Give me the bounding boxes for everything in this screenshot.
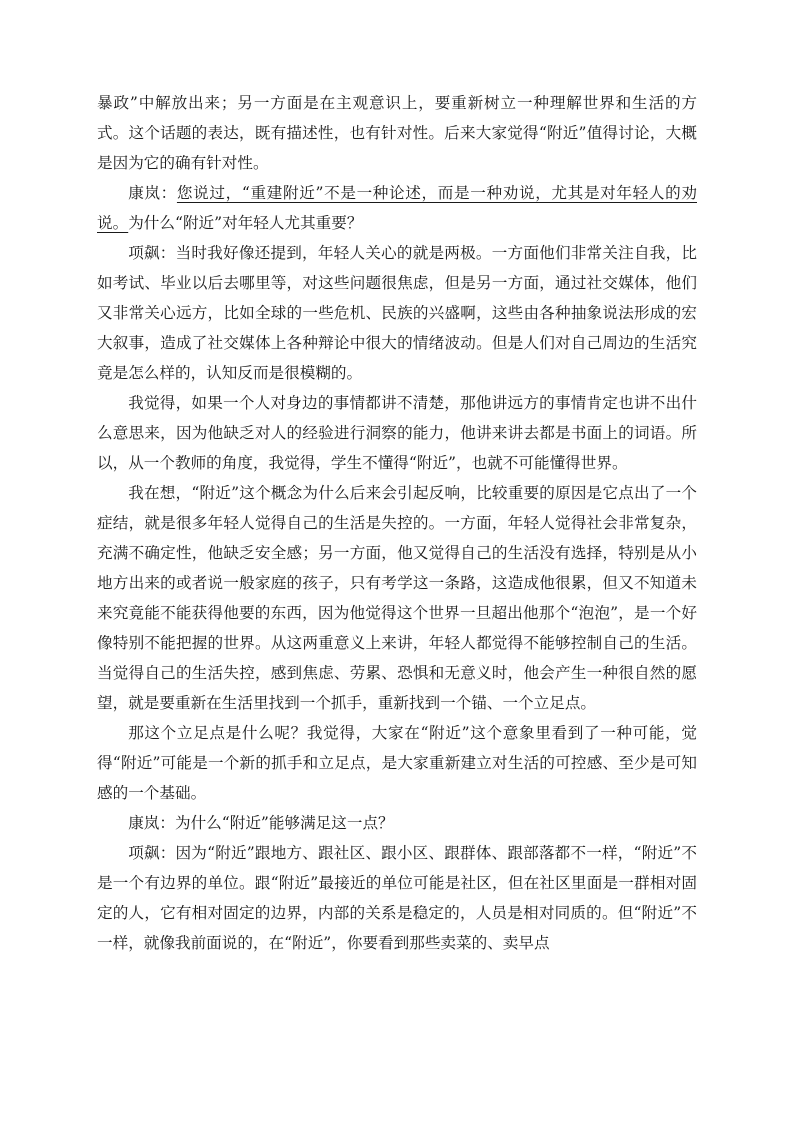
article-body <box>97 88 697 958</box>
paragraph <box>97 178 697 238</box>
text-segment: 我在想，“附近”这个概念为什么后来会引起反响，比较重要的原因是它点出了一个症结，就是很多年轻人觉得自己的生活是失控的。一方面，年轻人觉得社会非常复杂，充满不确定性，他缺乏安全感；另一方面，他又觉得自己的生活没有选择，特别是从小地方出来的或者说一般家庭的孩子，只有考学这一条路，这造成他很累，但又不知道未来究竟能不能获得他要的东西，因为他觉得这个世界一旦超出他那个“泡泡”，是一个好像特别不能把握的世界。从这两重意义上来讲，年轻人都觉得不能够控制自己的生活。当觉得自己的生活失控，感到焦虑、劳累、恐惧和无意义时，他会产生一种很自然的愿望，就是要重新在生活里找到一个抓手，重新找到一个锚、一个立足点。 <box>97 484 697 712</box>
text-segment: 我觉得，如果一个人对身边的事情都讲不清楚，那他讲远方的事情肯定也讲不出什么意思来，因为他缺乏对人的经验进行洞察的能力，他讲来讲去都是书面上的词语。所以，从一个教师的角度，我觉得，学生不懂得“附近”，也就不可能懂得世界。 <box>97 394 697 472</box>
text-segment: 项飙：当时我好像还提到，年轻人关心的就是两极。一方面他们非常关注自我，比如考试、毕业以后去哪里等，对这些问题很焦虑，但是另一方面，通过社交媒体，他们又非常关心远方，比如全球的一些危机、民族的兴盛啊，这些由各种抽象说法形成的宏大叙事，造成了社交媒体上各种辩论中很大的情绪波动。但是人们对自己周边的生活究竟是怎么样的，认知反而是很模糊的。 <box>97 244 697 382</box>
paragraph <box>97 88 697 178</box>
paragraph <box>97 838 697 958</box>
paragraph <box>97 718 697 808</box>
paragraph <box>97 238 697 388</box>
underlined-quote: 您说过，“重建附近”不是一种论述，而是一种劝说，尤其是对年轻人的劝说。 <box>97 184 697 232</box>
text-segment: 为什么“附近”对年轻人尤其重要？ <box>128 214 363 232</box>
text-segment: 暴政”中解放出来；另一方面是在主观意识上，要重新树立一种理解世界和生活的方式。这个话题的表达，既有描述性，也有针对性。后来大家觉得“附近”值得讨论，大概是因为它的确有针对性。 <box>97 94 697 172</box>
text-segment: 项飙：因为“附近”跟地方、跟社区、跟小区、跟群体、跟部落都不一样，“附近”不是一个有边界的单位。跟“附近”最接近的单位可能是社区，但在社区里面是一群相对固定的人，它有相对固定的边界，内部的关系是稳定的，人员是相对同质的。但“附近”不一样，就像我前面说的，在“附近”，你要看到那些卖菜的、卖早点 <box>97 844 697 952</box>
paragraph <box>97 388 697 478</box>
speaker-label: 康岚： <box>128 184 177 202</box>
paragraph <box>97 808 697 838</box>
text-segment: 康岚：为什么“附近”能够满足这一点？ <box>128 814 394 832</box>
text-segment: 那这个立足点是什么呢？我觉得，大家在“附近”这个意象里看到了一种可能，觉得“附近”可能是一个新的抓手和立足点，是大家重新建立对生活的可控感、至少是可知感的一个基础。 <box>97 724 697 802</box>
paragraph <box>97 478 697 718</box>
